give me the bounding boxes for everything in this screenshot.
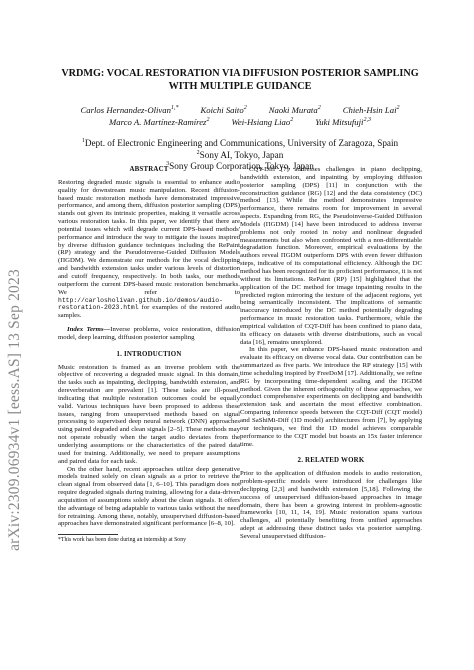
body-paragraph-1: CQT-Diff [7] addresses challenges in piano declipping, bandwidth extension, and inpainting by employing diffusion posterior sampling (DPS) [11] in conjunction with the reconstruction guidance (RG) [12] and the data consistency (DC) method [13]. While the method demonstrates impressive performance, there remains room for improvement in several aspects. Expanding from RG, the Pseudoinverse-Guided Diffusion Models (ΠGDM) [14] have been introduced to address inverse problems not only rooted in noisy and nonlinear degraded measurements but also when confronted with a non-differentiable degradation function. Moreover, empirical evaluations by the authors reveal ΠGDM outperform DPS with even fewer diffusion steps, indicative of its computational efficiency. Although the DC method has been recognized for its proficient performance, it is not without its limitations. RePaint (RP) [15] highlighted that the application of the DC method for image inpainting results in the predicted region mirroring the texture of the adjacent regions, yet being semantically inconsistent. The implications of semantic inaccuracy introduced by the DC method potentially degrading performance in music restoration tasks. Furthermore, while the empirical validation of CQT-Diff has been confined to piano data, its efficacy on datasets with diverse distributions, such as vocal data [16], remains unexplored. <box>240 166 422 346</box>
intro-paragraph-1: Music restoration is framed as an inverse problem with the objective of recovering a degraded music signal. In this domain, the tasks such as inpainting, declipping, bandwidth extension, and dereverberation are prevalent [1]. These tasks are ill-posed, indicating that multiple restoration outcomes could be equally valid. Various techniques have been proposed to address these issues, ranging from unsupervised methods based on signal processing to supervised deep neural network (DNN) approaches using paired degraded and clean signals [2–5]. These methods may not operate robustly when the target audio deviates from the underlying assumptions or the characteristics of the paired data used for training. Additionally, we need to prepare assumptions and paired data for each task. <box>58 363 240 465</box>
index-terms: Index Terms—Inverse problems, voice restoration, diffusion model, deep learning, diffusion posterior sampling <box>58 326 240 341</box>
author: Naoki Murata$^2$ <box>268 105 321 115</box>
body-paragraph-2: In this paper, we enhance DPS-based music restoration and evaluate its efficacy on diverse vocal data. Our contribution can be summarized as five parts. We introduce the RP strategy [15] with time scheduling inspired by FreeDoM [17]. Additionally, we refine RG by incorporating time-dependent scaling and the ΠGDM method. Given the inherent orthogonality of these approaches, we conduct comprehensive experiments on declipping and bandwidth extension task and ascertain the most effective combination. Comparing inference speeds between the CQT-Diff (CQT model) and SaShiMi-Diff (1D model) architectures from [7], by applying our techniques, we find the 1D model achieves comparable performance to the CQT model but boasts an 15x faster inference time. <box>240 346 422 448</box>
demo-link[interactable]: http://carlosholivan.github.io/demos/audio-restoration-2023.html <box>58 296 223 312</box>
footnote-divider <box>58 534 118 535</box>
author: Marco A. Martínez-Ramírez$^2$ <box>109 117 210 127</box>
affiliation: $^2$Sony AI, Tokyo, Japan <box>196 149 284 160</box>
related-work-paragraph: Prior to the application of diffusion models to audio restoration, problem-specific models were introduced for challenges like declipping [2,3] and bandwidth extension [5,18]. Following the success of unsupervised diffusion-based approaches in image domain, there has been a growing interest in problem-agnostic frameworks [10, 11, 14, 19]. Music restoration spans various challenges, all potentially benefiting from unified approaches adept at addressing these distinct tasks via posterior sampling. Several unsupervised diffusion- <box>240 470 422 540</box>
paper-title <box>60 68 420 93</box>
introduction-heading: 1. INTRODUCTION <box>116 350 182 358</box>
arxiv-identifier-stamp <box>4 200 26 620</box>
arxiv-id-text: arXiv:2309.06934v1 [eess.AS] 13 Sep 2023 <box>6 269 23 551</box>
author-row-2 <box>40 116 440 128</box>
right-column <box>240 166 422 541</box>
related-work-heading: 2. RELATED WORK <box>297 457 365 465</box>
author-row-1 <box>40 104 440 116</box>
author: Chieh-Hsin Lai$^2$ <box>342 105 400 115</box>
intro-paragraph-2: On the other hand, recent approaches utilize deep generative models trained solely on clean signals as a prior to retrieve the clean signal from observed data [1, 6–10]. This paradigm does not require degraded signals during training, allowing for a data-driven acquisition of assumptions solely about the clean signals. It offers the advantage of being adaptable to various tasks without the need for retraining. Among these, notably, unsupervised diffusion-based approaches have demonstrated significant performance [6–8, 10]. <box>58 465 240 528</box>
left-column <box>58 166 240 544</box>
title-line-2: WITH MULTIPLE GUIDANCE <box>168 80 312 92</box>
author: Yuki Mitsufuji$^{2,3}$ <box>315 117 371 127</box>
abstract-heading: ABSTRACT <box>129 166 169 173</box>
author: Wei-Hsiang Liao$^2$ <box>231 117 294 127</box>
footnote: *This work has been done during an internship at Sony <box>58 537 186 544</box>
affiliation: $^3$Sony Group Corporation, Tokyo, Japan <box>166 160 314 171</box>
author: Koichi Saito$^2$ <box>200 105 247 115</box>
affiliation: $^1$Dept. of Electronic Engineering and Communications, University of Zaragoza, Spain <box>81 137 399 148</box>
abstract-text: Restoring degraded music signals is essential to enhance audio quality for downstream music manipulation. Recent diffusion-based music restoration methods have demonstrated impressive performance, and among them, diffusion posterior sampling (DPS) stands out given its intrinsic properties, making it versatile across various restoration tasks. In this paper, we identify that there are potential issues which will degrade current DPS-based methods' performance and introduce the way to mitigate the issues inspired by diverse diffusion guidance techniques including the RePaint (RP) strategy and the Pseudoinverse-Guided Diffusion Models (ΠGDM). We demonstrate our methods for the vocal declipping and bandwidth extension tasks under various levels of distortion and cutoff frequency, respectively. In both tasks, our methods outperform the current DPS-based music restoration benchmarks. We refer to http://carlosholivan.github.io/demos/audio-restoration-2023.html for examples of the restored audio samples. <box>58 178 241 320</box>
author-list <box>40 104 440 128</box>
title-line-1: VRDMG: VOCAL RESTORATION VIA DIFFUSION POSTERIOR SAMPLING <box>61 68 419 79</box>
author: Carlos Hernandez-Olivan$^{1,*}$ <box>80 105 179 115</box>
